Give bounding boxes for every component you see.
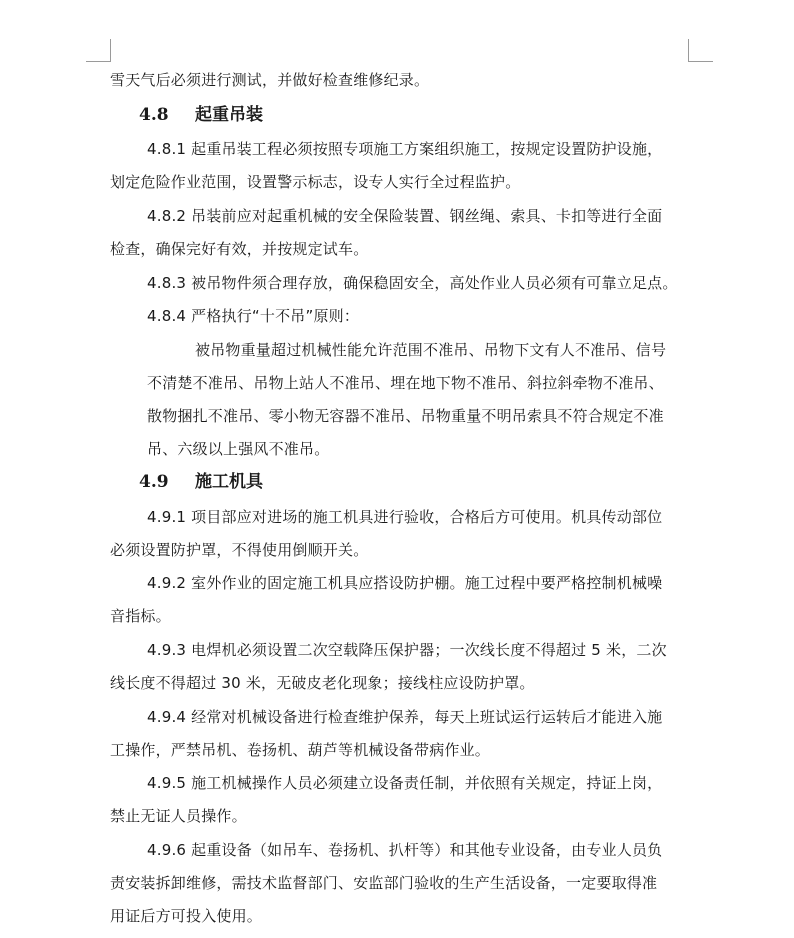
- section-title: 施工机具: [195, 472, 263, 492]
- paragraph-line: 线长度不得超过 30 米，无破皮老化现象；接线柱应设防护罩。: [110, 674, 535, 692]
- paragraph-line: 责安装拆卸维修，需技术监督部门、安监部门验收的生产生活设备，一定要取得准: [110, 874, 658, 892]
- paragraph-line: 4.8.3 被吊物件须合理存放，确保稳固安全，高处作业人员必须有可靠立足点。: [147, 274, 678, 292]
- paragraph-line: 雪天气后必须进行测试，并做好检查维修纪录。: [110, 71, 430, 89]
- paragraph-line: 4.8.1 起重吊装工程必须按照专项施工方案组织施工，按规定设置防护设施，: [147, 140, 663, 158]
- section-heading-4-9: [139, 471, 263, 493]
- paragraph-line: 4.9.2 室外作业的固定施工机具应搭设防护棚。施工过程中要严格控制机械噪: [147, 574, 663, 592]
- paragraph-line: 必须设置防护罩，不得使用倒顺开关。: [110, 541, 369, 559]
- paragraph-line: 禁止无证人员操作。: [110, 807, 247, 825]
- paragraph-line: 划定危险作业范围，设置警示标志，设专人实行全过程监护。: [110, 173, 521, 191]
- paragraph-line: 散物捆扎不准吊、零小物无容器不准吊、吊物重量不明吊索具不符合规定不准: [147, 407, 664, 425]
- paragraph-line: 4.9.4 经常对机械设备进行检查维护保养，每天上班试运行运转后才能进入施: [147, 708, 663, 726]
- paragraph-line: 4.9.6 起重设备（如吊车、卷扬机、扒杆等）和其他专业设备，由专业人员负: [147, 841, 663, 859]
- paragraph-line: 4.9.5 施工机械操作人员必须建立设备责任制，并依照有关规定，持证上岗，: [147, 774, 663, 792]
- section-number: 4.8: [139, 105, 169, 125]
- section-number: 4.9: [139, 472, 169, 492]
- section-title: 起重吊装: [195, 105, 263, 125]
- paragraph-line: 被吊物重量超过机械性能允许范围不准吊、吊物下文有人不准吊、信号: [195, 341, 667, 359]
- paragraph-line: 吊、六级以上强风不准吊。: [147, 440, 330, 458]
- paragraph-line: 检查，确保完好有效，并按规定试车。: [110, 240, 369, 258]
- page-corner-mark-top-right: [688, 39, 713, 62]
- page-corner-mark-top-left: [86, 39, 111, 62]
- paragraph-line: 不清楚不准吊、吊物上站人不准吊、埋在地下物不准吊、斜拉斜牵物不准吊、: [147, 374, 664, 392]
- paragraph-line: 4.9.3 电焊机必须设置二次空载降压保护器；一次线长度不得超过 5 米，二次: [147, 641, 667, 659]
- paragraph-line: 用证后方可投入使用。: [110, 907, 263, 925]
- paragraph-line: 4.8.2 吊装前应对起重机械的安全保险装置、钢丝绳、索具、卡扣等进行全面: [147, 207, 663, 225]
- section-heading-4-8: [139, 104, 263, 126]
- paragraph-line: 工操作，严禁吊机、卷扬机、葫芦等机械设备带病作业。: [110, 741, 491, 759]
- paragraph-line: 音指标。: [110, 607, 171, 625]
- paragraph-line: 4.8.4 严格执行“十不吊”原则：: [147, 307, 360, 325]
- paragraph-line: 4.9.1 项目部应对进场的施工机具进行验收，合格后方可使用。机具传动部位: [147, 508, 663, 526]
